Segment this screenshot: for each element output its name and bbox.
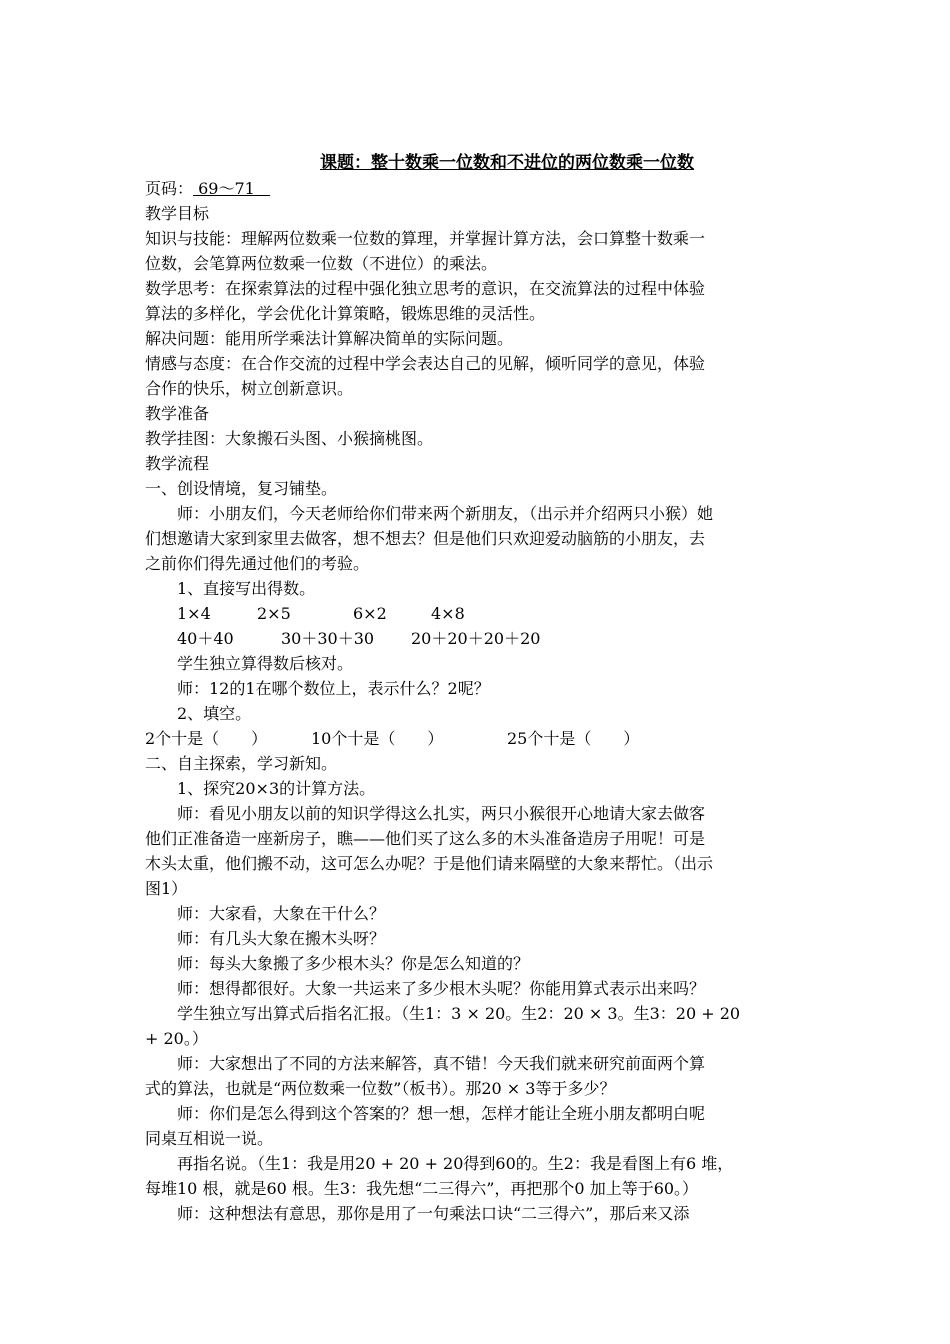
text-line: 图1） — [145, 879, 188, 898]
text-line: 师：看见小朋友以前的知识学得这么扎实，两只小猴很开心地请大家去做客 — [177, 804, 706, 823]
document-title: 课题：整十数乘一位数和不进位的两位数乘一位数 — [320, 153, 694, 173]
text-block-review — [145, 651, 813, 726]
fill-item: 25个十是（ ） — [507, 729, 640, 748]
text-line: 师：想得都很好。大象一共运来了多少根木头呢？你能用算式表示出来吗？ — [177, 979, 706, 998]
text-line: 同桌互相说一说。 — [145, 1129, 274, 1148]
text-line: 一、创设情境，复习铺垫。 — [145, 479, 338, 498]
document-page — [145, 150, 813, 1226]
text-line: 师：小朋友们，今天老师给你们带来两个新朋友，（出示并介绍两只小猴）她 — [177, 504, 714, 523]
calc-item: 20＋20＋20＋20 — [411, 629, 541, 648]
calc-item: 30＋30＋30 — [281, 629, 375, 648]
text-line: 师：这种想法有意思，那你是用了一句乘法口诀“二三得六”，那后来又添 — [177, 1204, 690, 1223]
text-line: 教学准备 — [145, 404, 210, 423]
text-line: 知识与技能：理解两位数乘一位数的算理，并掌握计算方法，会口算整十数乘一 — [145, 229, 706, 248]
calc-row-1 — [145, 601, 813, 626]
fill-item: 2个十是（ ） — [145, 729, 268, 748]
text-line: 教学挂图：大象搬石头图、小猴摘桃图。 — [145, 429, 434, 448]
calc-item: 6×2 — [353, 604, 387, 623]
calc-item: 40＋40 — [177, 629, 234, 648]
text-block-objectives — [145, 201, 813, 601]
page-number-value: 69～71 — [193, 179, 271, 198]
page-number-line — [145, 176, 813, 201]
text-line: 1、直接写出得数。 — [177, 579, 316, 598]
text-line: 师：12的1在哪个数位上，表示什么？2呢？ — [177, 679, 490, 698]
text-line: 数学思考：在探索算法的过程中强化独立思考的意识，在交流算法的过程中体验 — [145, 279, 706, 298]
calc-item: 1×4 — [177, 604, 211, 623]
fill-blank-row — [145, 726, 813, 751]
text-line: 位数，会笔算两位数乘一位数（不进位）的乘法。 — [145, 254, 498, 273]
text-line: 师：大家看，大象在干什么？ — [177, 904, 386, 923]
text-line: 每堆10 根，就是60 根。生3：我先想“二三得六”，再把那个0 加上等于60。） — [145, 1179, 699, 1198]
text-line: 算法的多样化，学会优化计算策略，锻炼思维的灵活性。 — [145, 304, 546, 323]
text-line: 解决问题：能用所学乘法计算解决简单的实际问题。 — [145, 329, 514, 348]
text-line: 二、自主探索，学习新知。 — [145, 754, 338, 773]
text-line: 再指名说。（生1：我是用20 + 20 + 20得到60的。生2：我是看图上有6 堆， — [177, 1154, 734, 1173]
calc-item: 2×5 — [257, 604, 291, 623]
fill-item: 10个十是（ ） — [311, 729, 444, 748]
text-line: 式的算法，也就是“两位数乘一位数”（板书）。那20 × 3等于多少？ — [145, 1079, 616, 1098]
calc-item: 4×8 — [431, 604, 465, 623]
text-line: 师：每头大象搬了多少根木头？你是怎么知道的？ — [177, 954, 530, 973]
page-number-label: 页码： — [145, 179, 194, 198]
text-line: 情感与态度：在合作交流的过程中学会表达自己的见解，倾听同学的意见，体验 — [145, 354, 706, 373]
text-line: 之前你们得先通过他们的考验。 — [145, 554, 370, 573]
text-line: 学生独立算得数后核对。 — [177, 654, 354, 673]
calc-row-2 — [145, 626, 813, 651]
text-line: 他们正准备造一座新房子，瞧——他们买了这么多的木头准备造房子用呢！可是 — [145, 829, 706, 848]
text-line: 们想邀请大家到家里去做客，想不想去？但是他们只欢迎爱动脑筋的小朋友，去 — [145, 529, 706, 548]
text-line: 学生独立写出算式后指名汇报。（生1：3 × 20。生2：20 × 3。生3：20 + 20 — [177, 1004, 741, 1023]
text-line: 教学流程 — [145, 454, 210, 473]
text-line: 2、填空。 — [177, 704, 252, 723]
text-line: + 20。） — [145, 1029, 208, 1048]
text-line: 合作的快乐，树立创新意识。 — [145, 379, 354, 398]
text-line: 师：大家想出了不同的方法来解答，真不错！今天我们就来研究前面两个算 — [177, 1054, 706, 1073]
text-block-exploration — [145, 751, 813, 1226]
text-line: 1、探究20×3的计算方法。 — [177, 779, 376, 798]
text-line: 木头太重，他们搬不动，这可怎么办呢？于是他们请来隔壁的大象来帮忙。（出示 — [145, 854, 714, 873]
text-line: 教学目标 — [145, 204, 210, 223]
text-line: 师：你们是怎么得到这个答案的？想一想，怎样才能让全班小朋友都明白呢 — [177, 1104, 706, 1123]
text-line: 师：有几头大象在搬木头呀？ — [177, 929, 386, 948]
